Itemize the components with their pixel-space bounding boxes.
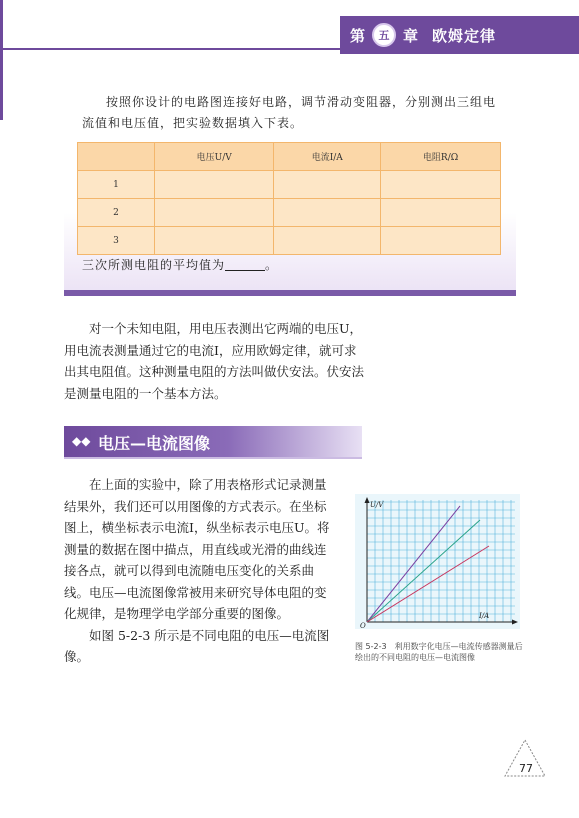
table-header-cell bbox=[78, 143, 155, 171]
page-number: 77 bbox=[519, 762, 533, 775]
table-cell bbox=[274, 171, 381, 199]
experiment-instruction: 按照你设计的电路图连接好电路，调节滑动变阻器，分别测出三组电流值和电压值，把实验数据填入下表。 bbox=[82, 95, 497, 130]
table-cell bbox=[381, 171, 501, 199]
fill-in-blank bbox=[225, 258, 265, 271]
data-table bbox=[77, 142, 501, 255]
figure-caption: 图 5-2-3 利用数字化电压—电流传感器测量后绘出的不同电阻的电压—电流图像 bbox=[355, 642, 523, 662]
average-prefix: 三次所测电阻的平均值为 bbox=[82, 258, 226, 272]
chapter-suffix: 章 bbox=[403, 26, 419, 45]
paragraph-graph-body bbox=[64, 474, 332, 668]
table-cell bbox=[155, 227, 274, 255]
table-cell bbox=[274, 199, 381, 227]
table-cell bbox=[274, 227, 381, 255]
experiment-box-bottom-bar bbox=[64, 290, 516, 296]
paragraph-graph-intro: 在上面的实验中，除了用表格形式记录测量结果外，我们还可以用图像的方式表示。在坐标图上，横坐标表示电流I，纵坐标表示电压U。将测量的数据在图中描点，用直线或光滑的曲线连接各点，就可以得到电流随电压变化的关系曲线。电压—电流图像常被用来研究导体电阻的变化规律，是物理学电学部分重要的图像。 bbox=[64, 477, 330, 621]
table-row bbox=[78, 171, 501, 199]
chapter-title: 欧姆定律 bbox=[432, 26, 497, 45]
table-cell bbox=[155, 171, 274, 199]
chapter-header bbox=[340, 16, 579, 54]
table-header-cell: 电阻R/Ω bbox=[381, 143, 501, 171]
average-resistance-line bbox=[82, 256, 278, 273]
table-header-cell: 电流I/A bbox=[274, 143, 381, 171]
left-margin-rule bbox=[0, 0, 3, 120]
table-cell bbox=[155, 199, 274, 227]
table-cell: 1 bbox=[78, 171, 155, 199]
origin-label: O bbox=[360, 622, 366, 629]
average-suffix: 。 bbox=[265, 258, 279, 272]
paragraph-figure-reference: 如图 5-2-3 所示是不同电阻的电压—电流图像。 bbox=[64, 627, 330, 664]
table-cell: 2 bbox=[78, 199, 155, 227]
chapter-prefix: 第 bbox=[350, 26, 366, 45]
y-axis-label: U/V bbox=[370, 501, 384, 509]
table-row bbox=[78, 227, 501, 255]
voltage-current-graph bbox=[355, 494, 520, 629]
section-header-underline bbox=[64, 457, 362, 459]
table-header-row bbox=[78, 143, 501, 171]
x-axis-label: I/A bbox=[479, 612, 490, 620]
chapter-number-badge: 五 bbox=[372, 23, 396, 47]
table-cell bbox=[381, 199, 501, 227]
table-cell bbox=[381, 227, 501, 255]
table-row bbox=[78, 199, 501, 227]
table-header-cell: 电压U/V bbox=[155, 143, 274, 171]
diamond-icon: ◆◆ bbox=[72, 434, 91, 448]
section-title: 电压—电流图像 bbox=[98, 434, 211, 453]
paragraph-voltammetry: 对一个未知电阻，用电压表测出它两端的电压U，用电流表测量通过它的电流I，应用欧姆定律，就可求出其电阻值。这种测量电阻的方法叫做伏安法。伏安法是测量电阻的一个基本方法。 bbox=[64, 321, 365, 401]
table-cell: 3 bbox=[78, 227, 155, 255]
